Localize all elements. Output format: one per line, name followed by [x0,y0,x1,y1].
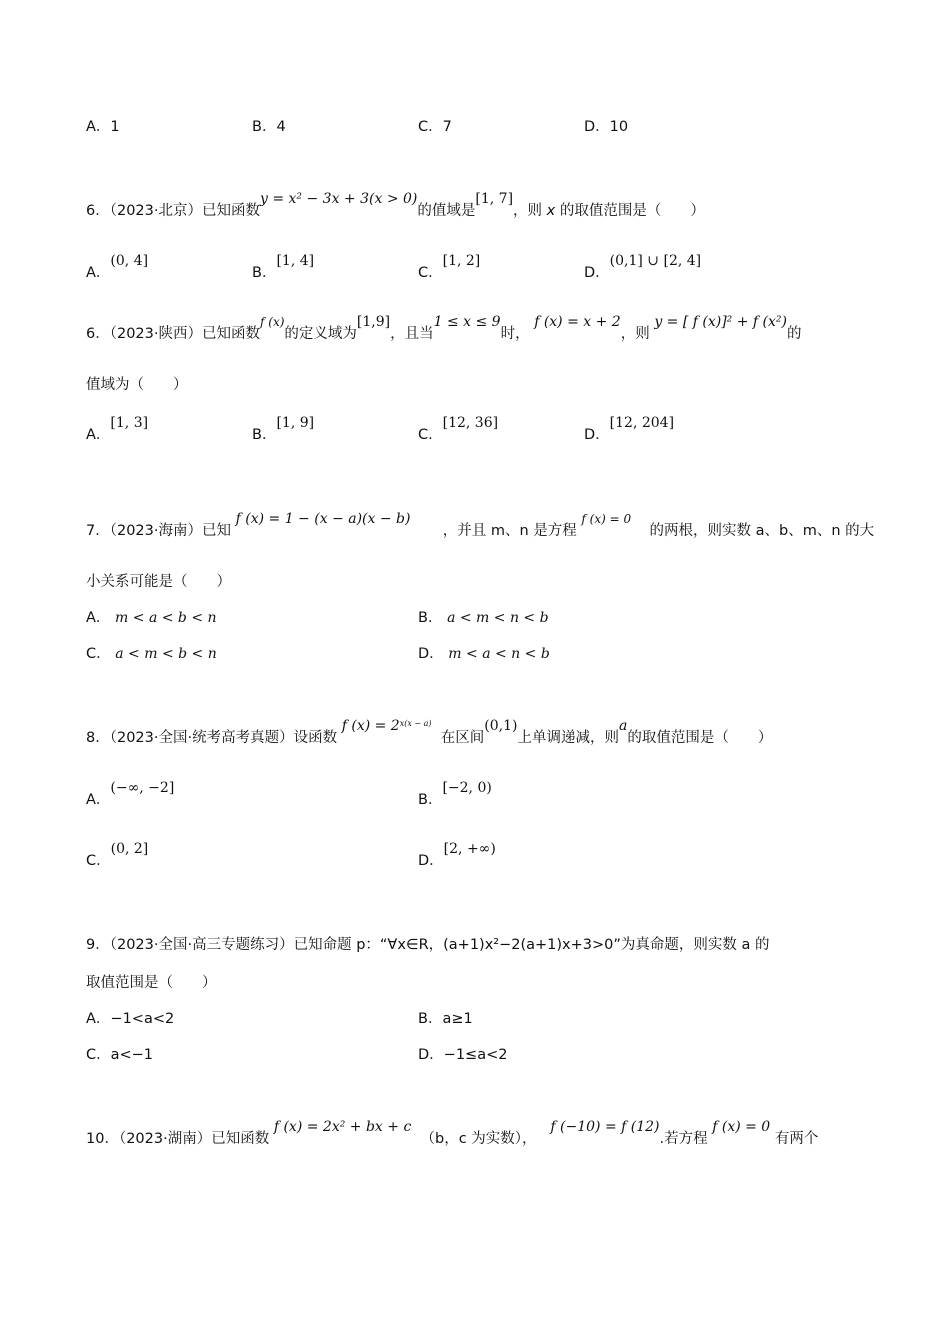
q8-option-c: C．(0, 2] [86,841,149,869]
q7-function: f (x) = 1 − (x − a)(x − b) [235,511,411,527]
q9-option-b: B．a≥1 [418,1011,473,1027]
q9-option-c: C．a<−1 [86,1047,154,1063]
q6b-option-b: B．[1, 9] [252,415,315,443]
q7-option-b: B． a < m < n < b [418,610,549,626]
q8-option-d: D．[2, +∞) [418,841,496,869]
q8-stem: 8．（2023·全国·统考高考真题）设函数 f $(x) = 2^{x(x - a)}$ 在区间(0,1)上单调递减，则a的取值范围是（ ） [86,718,773,746]
q8-function: f (x) = 2 [341,718,400,734]
q6a-stem: 6．（2023·北京）已知函数y = x² − 3x + 3(x > 0)的值域是[1, 7]，则 x 的取值范围是（ ） [86,191,705,219]
q8-option-a: A．(−∞, −2] [86,780,175,808]
q5-option-c: C．7 [418,119,452,135]
q6b-option-d: D．[12, 204] [584,415,675,443]
q9-option-d: D．−1≤a<2 [418,1047,508,1063]
q6b-target-function: y = [ f (x)]² + f (x²) [654,314,787,330]
q6b-option-c: C．[12, 36] [418,415,499,443]
q6a-option-c: C．[1, 2] [418,253,481,281]
q10-stem: 10．（2023·湖南）已知函数 f (x) = 2x² + bx + c （b，c 为实数）， f (−10) = f (12).若方程 f (x) = 0 有两个 [86,1119,819,1147]
q6a-function: y = x² − 3x + 3(x > 0) [260,191,418,207]
q7-stem: 7．（2023·海南）已知 f (x) = 1 − (x − a)(x − b) ，并且 m、n 是方程 $^{f (x) = 0}$ 的两根，则实数 a、b、m、n 的大 [86,511,875,539]
q6b-option-a: A．[1, 3] [86,415,149,443]
q7-stem-line2: 小关系可能是（ ） [86,574,231,590]
q6b-stem: 6．（2023·陕西）已知函数$^{f (x)}$的定义域为[1,9]，且当1 ≤ x ≤ 9时， f (x) = x + 2，则 y = [ f (x)]² + f (x²)的 [86,314,802,342]
q6a-option-b: B．[1, 4] [252,253,315,281]
q7-option-c: C． a < m < b < n [86,646,217,662]
q9-option-a: A．−1<a<2 [86,1011,175,1027]
q6b-stem-line2: 值域为（ ） [86,377,188,393]
q6a-range: [1, 7] [475,191,514,207]
q8-option-b: B．[−2, 0) [418,780,492,808]
q9-stem: 9．（2023·全国·高三专题练习）已知命题 p：“∀x∈R，(a+1)x²−2(a+1)x+3>0”为真命题，则实数 a 的 [86,937,770,953]
q5-option-d: D．10 [584,119,629,135]
q6a-option-d: D．(0,1] ∪ [2, 4] [584,253,702,281]
q9-stem-line2: 取值范围是（ ） [86,975,217,991]
q10-function: f (x) = 2x² + bx + c [273,1119,412,1135]
q5-option-a: A．1 [86,119,120,135]
q6b-function: f (x) [260,315,285,329]
q7-option-d: D． m < a < n < b [418,646,550,662]
q6a-option-a: A．(0, 4] [86,253,149,281]
q5-option-b: B．4 [252,119,286,135]
q7-option-a: A． m < a < b < n [86,610,217,626]
